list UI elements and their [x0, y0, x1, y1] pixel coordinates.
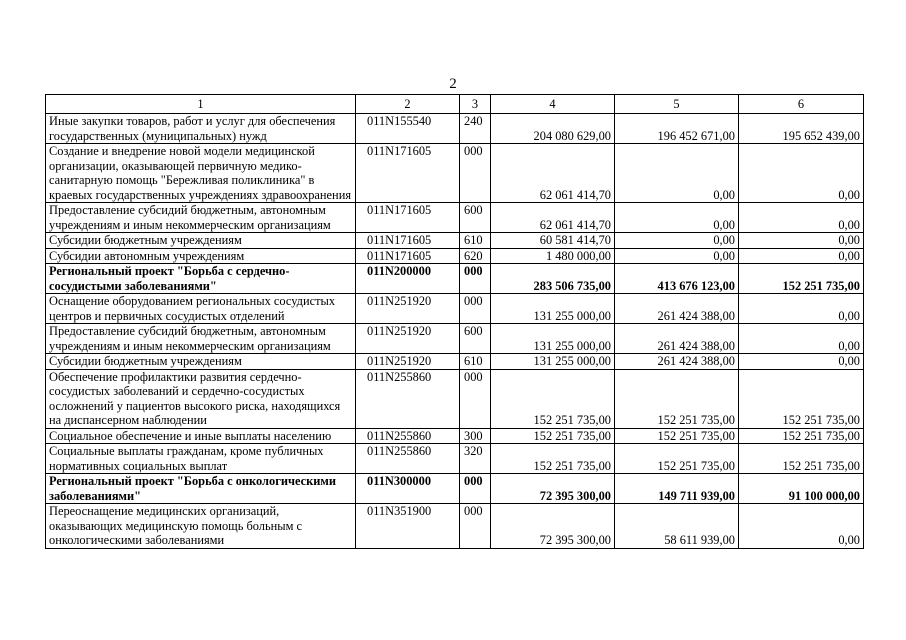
row-value-col6: 0,00: [739, 354, 864, 370]
row-value-col5: 58 611 939,00: [615, 504, 739, 549]
row-name-cell: Обеспечение профилактики развития сердечно-сосудистых заболеваний и сердечно-сосудистых осложнений у пациентов высокого риска, находящихся на диспансерном наблюдении: [46, 369, 356, 428]
row-code-cell: 011N255860: [356, 444, 460, 474]
row-value-col5: 261 424 388,00: [615, 324, 739, 354]
row-value-col6: 91 100 000,00: [739, 474, 864, 504]
column-header: 4: [491, 95, 615, 114]
row-value-col5: 0,00: [615, 144, 739, 203]
row-type-cell: 000: [460, 369, 491, 428]
row-value-col6: 0,00: [739, 203, 864, 233]
budget-table: [45, 94, 864, 549]
table-row: [46, 294, 864, 324]
column-header: 5: [615, 95, 739, 114]
row-name-cell: Предоставление субсидий бюджетным, автономным учреждениям и иным некоммерческим организациям: [46, 203, 356, 233]
row-value-col4: 152 251 735,00: [491, 369, 615, 428]
table-header-row: [46, 95, 864, 114]
row-type-cell: 240: [460, 114, 491, 144]
table-row: [46, 114, 864, 144]
row-value-col5: 0,00: [615, 248, 739, 264]
row-code-cell: 011N155540: [356, 114, 460, 144]
row-value-col6: 152 251 735,00: [739, 264, 864, 294]
row-name-cell: Социальные выплаты гражданам, кроме публичных нормативных социальных выплат: [46, 444, 356, 474]
row-name-cell: Субсидии автономным учреждениям: [46, 248, 356, 264]
row-value-col5: 196 452 671,00: [615, 114, 739, 144]
row-type-cell: 300: [460, 428, 491, 444]
row-value-col5: 152 251 735,00: [615, 444, 739, 474]
row-value-col6: 0,00: [739, 324, 864, 354]
row-value-col5: 152 251 735,00: [615, 369, 739, 428]
row-type-cell: 620: [460, 248, 491, 264]
row-value-col5: 152 251 735,00: [615, 428, 739, 444]
row-name-cell: Иные закупки товаров, работ и услуг для обеспечения государственных (муниципальных) нужд: [46, 114, 356, 144]
row-value-col4: 204 080 629,00: [491, 114, 615, 144]
table-row: [46, 474, 864, 504]
row-type-cell: 610: [460, 233, 491, 249]
row-value-col5: 261 424 388,00: [615, 354, 739, 370]
row-type-cell: 000: [460, 264, 491, 294]
row-value-col5: 261 424 388,00: [615, 294, 739, 324]
row-value-col6: 0,00: [739, 144, 864, 203]
row-name-cell: Переоснащение медицинских организаций, оказывающих медицинскую помощь больным с онкологическими заболеваниями: [46, 504, 356, 549]
row-value-col4: 283 506 735,00: [491, 264, 615, 294]
row-code-cell: 011N351900: [356, 504, 460, 549]
row-type-cell: 000: [460, 294, 491, 324]
row-code-cell: 011N171605: [356, 144, 460, 203]
row-code-cell: 011N255860: [356, 428, 460, 444]
row-name-cell: Субсидии бюджетным учреждениям: [46, 233, 356, 249]
row-value-col6: 152 251 735,00: [739, 428, 864, 444]
row-value-col4: 72 395 300,00: [491, 474, 615, 504]
row-value-col5: 413 676 123,00: [615, 264, 739, 294]
row-value-col4: 131 255 000,00: [491, 324, 615, 354]
row-code-cell: 011N251920: [356, 294, 460, 324]
table-row: [46, 203, 864, 233]
row-value-col5: 0,00: [615, 203, 739, 233]
table-row: [46, 324, 864, 354]
row-value-col4: 1 480 000,00: [491, 248, 615, 264]
table-row: [46, 444, 864, 474]
row-name-cell: Оснащение оборудованием региональных сосудистых центров и первичных сосудистых отделений: [46, 294, 356, 324]
page-number: 2: [449, 76, 457, 92]
row-code-cell: 011N171605: [356, 233, 460, 249]
table-row: [46, 144, 864, 203]
row-type-cell: 600: [460, 324, 491, 354]
row-code-cell: 011N255860: [356, 369, 460, 428]
table-row: [46, 248, 864, 264]
row-value-col4: 131 255 000,00: [491, 354, 615, 370]
row-name-cell: Социальное обеспечение и иные выплаты населению: [46, 428, 356, 444]
row-value-col4: 72 395 300,00: [491, 504, 615, 549]
table-row: [46, 264, 864, 294]
column-header: 2: [356, 95, 460, 114]
row-value-col6: 152 251 735,00: [739, 369, 864, 428]
row-type-cell: 000: [460, 504, 491, 549]
row-value-col4: 152 251 735,00: [491, 444, 615, 474]
row-name-cell: Предоставление субсидий бюджетным, автономным учреждениям и иным некоммерческим организациям: [46, 324, 356, 354]
row-code-cell: 011N171605: [356, 203, 460, 233]
row-value-col4: 152 251 735,00: [491, 428, 615, 444]
row-value-col6: 0,00: [739, 504, 864, 549]
row-value-col6: 195 652 439,00: [739, 114, 864, 144]
row-name-cell: Региональный проект "Борьба с сердечно-сосудистыми заболеваниями": [46, 264, 356, 294]
row-name-cell: Создание и внедрение новой модели медицинской организации, оказывающей первичную медико-санитарную помощь "Бережливая поликлиника" в краевых государственных учреждениях здравоохранения: [46, 144, 356, 203]
row-value-col5: 0,00: [615, 233, 739, 249]
row-code-cell: 011N200000: [356, 264, 460, 294]
row-value-col4: 131 255 000,00: [491, 294, 615, 324]
row-value-col6: 0,00: [739, 233, 864, 249]
row-type-cell: 320: [460, 444, 491, 474]
table-row: [46, 504, 864, 549]
row-type-cell: 600: [460, 203, 491, 233]
column-header: 1: [46, 95, 356, 114]
column-header: 6: [739, 95, 864, 114]
row-type-cell: 000: [460, 144, 491, 203]
row-value-col6: 0,00: [739, 294, 864, 324]
row-value-col6: 152 251 735,00: [739, 444, 864, 474]
row-value-col6: 0,00: [739, 248, 864, 264]
row-name-cell: Региональный проект "Борьба с онкологическими заболеваниями": [46, 474, 356, 504]
table-row: [46, 428, 864, 444]
row-code-cell: 011N251920: [356, 354, 460, 370]
row-name-cell: Субсидии бюджетным учреждениям: [46, 354, 356, 370]
row-code-cell: 011N171605: [356, 248, 460, 264]
row-value-col4: 62 061 414,70: [491, 203, 615, 233]
table-row: [46, 233, 864, 249]
column-header: 3: [460, 95, 491, 114]
row-value-col5: 149 711 939,00: [615, 474, 739, 504]
row-code-cell: 011N251920: [356, 324, 460, 354]
table-row: [46, 354, 864, 370]
row-type-cell: 610: [460, 354, 491, 370]
row-type-cell: 000: [460, 474, 491, 504]
table-row: [46, 369, 864, 428]
row-code-cell: 011N300000: [356, 474, 460, 504]
row-value-col4: 62 061 414,70: [491, 144, 615, 203]
row-value-col4: 60 581 414,70: [491, 233, 615, 249]
